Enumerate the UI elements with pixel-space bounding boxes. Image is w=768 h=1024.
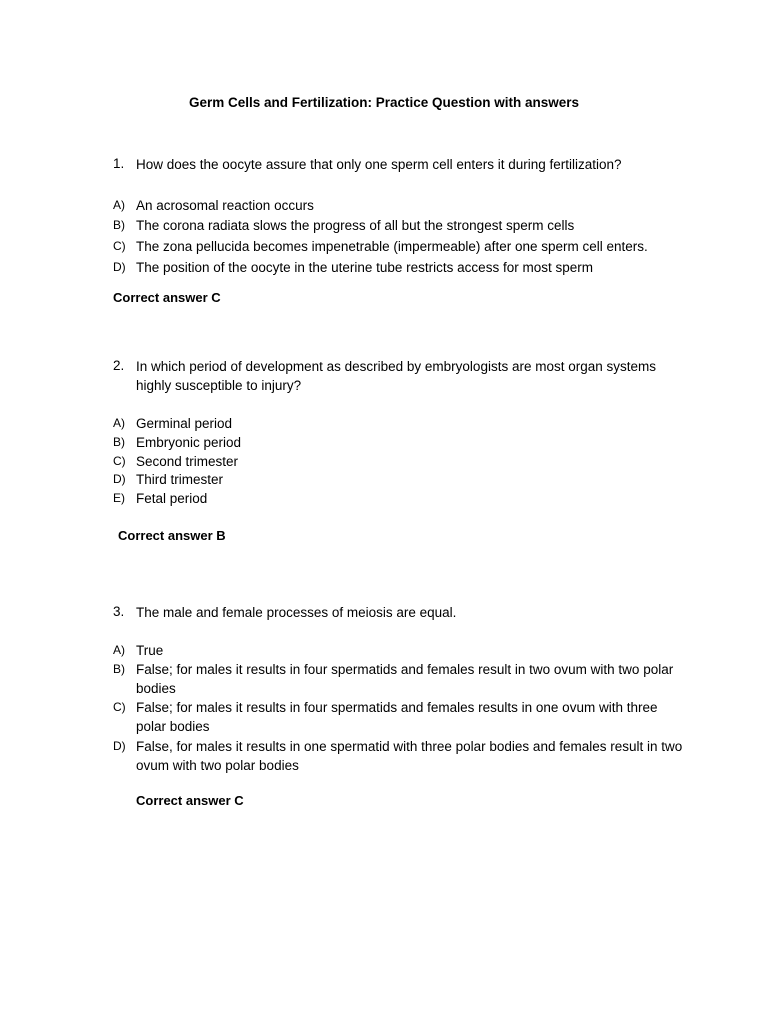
option-letter: E) — [113, 491, 125, 505]
question-3-option-a — [113, 641, 683, 660]
option-text: Second trimester — [136, 454, 239, 469]
question-2-answer: Correct answer B — [118, 528, 226, 543]
question-3-number: 3. — [113, 604, 125, 619]
question-1-number: 1. — [113, 156, 125, 171]
option-letter: C) — [113, 700, 126, 714]
question-1-answer: Correct answer C — [113, 290, 221, 305]
option-letter: B) — [113, 662, 125, 676]
option-letter: B) — [113, 435, 125, 449]
question-1-option-a — [113, 196, 683, 215]
question-2-option-b — [113, 433, 683, 452]
option-letter: A) — [113, 198, 125, 212]
option-text: The position of the oocyte in the uterine tube restricts access for most sperm — [136, 260, 593, 275]
option-text: Fetal period — [136, 491, 208, 506]
question-1-text: How does the oocyte assure that only one sperm cell enters it during fertilization? — [136, 157, 622, 172]
question-3-option-d — [113, 737, 683, 775]
question-2-number: 2. — [113, 358, 125, 373]
document-title: Germ Cells and Fertilization: Practice Question with answers — [188, 95, 580, 110]
option-text: Germinal period — [136, 416, 233, 431]
question-3-answer: Correct answer C — [136, 793, 244, 808]
option-text: The corona radiata slows the progress of all but the strongest sperm cells — [136, 218, 575, 233]
option-text: Embryonic period — [136, 435, 242, 450]
option-text: False; for males it results in four spermatids and females result in two ovum with two polar bodies — [136, 662, 674, 696]
option-text: False; for males it results in four spermatids and females results in one ovum with three polar bodies — [136, 700, 658, 734]
option-text: Third trimester — [136, 472, 224, 487]
question-3-option-b — [113, 660, 683, 698]
option-letter: D) — [113, 472, 126, 486]
question-2-option-c — [113, 452, 683, 471]
option-letter: A) — [113, 643, 125, 657]
question-2-option-e — [113, 489, 683, 508]
question-3-text: The male and female processes of meiosis are equal. — [136, 605, 457, 620]
question-1-option-d — [113, 258, 683, 277]
option-text: False, for males it results in one spermatid with three polar bodies and females result in two ovum with two polar bodies — [136, 739, 683, 773]
option-letter: B) — [113, 218, 125, 232]
option-letter: D) — [113, 739, 126, 753]
question-2-option-d — [113, 470, 683, 489]
question-2-option-a — [113, 414, 683, 433]
question-1-option-c — [113, 237, 683, 256]
option-letter: C) — [113, 239, 126, 253]
option-text: An acrosomal reaction occurs — [136, 198, 314, 213]
option-text: The zona pellucida becomes impenetrable (impermeable) after one sperm cell enters. — [136, 239, 648, 254]
question-3-option-c — [113, 698, 683, 736]
question-1-option-b — [113, 216, 683, 235]
option-text: True — [136, 643, 164, 658]
option-letter: C) — [113, 454, 126, 468]
option-letter: D) — [113, 260, 126, 274]
question-2-text: In which period of development as described by embryologists are most organ systems highly susceptible to injury? — [136, 359, 657, 393]
option-letter: A) — [113, 416, 125, 430]
